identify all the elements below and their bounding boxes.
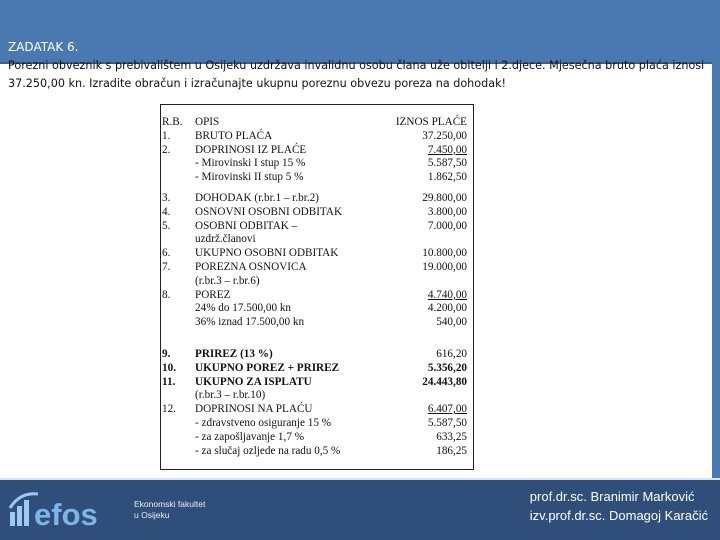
row-amount: 5.587,50 (427, 157, 467, 170)
row-amount: 19.000,00 (422, 260, 467, 273)
row-amount: 3.800,00 (427, 205, 467, 218)
row-description: DOHODAK (r.br.1 – r.br.2) (195, 191, 319, 204)
efos-logo (8, 488, 128, 530)
row-description: DOPRINOSI IZ PLAĆE (195, 143, 307, 156)
row-amount: 10.800,00 (422, 247, 467, 260)
table-row (162, 157, 468, 171)
row-description: OSOBNI ODBITAK – (195, 219, 298, 232)
table-row (162, 417, 468, 431)
header-iznos: IZNOS PLAĆE (395, 116, 467, 128)
row-amount (375, 233, 467, 247)
row-number (162, 417, 195, 431)
row-number: 8. (162, 288, 171, 301)
row-amount: 7.000,00 (427, 219, 467, 232)
row-number: 12. (162, 403, 176, 416)
row-amount: 7.450,00 (427, 143, 467, 156)
row-number: 5. (162, 219, 171, 232)
faculty-line: Ekonomski fakultet (134, 499, 206, 509)
row-description: - za zapošljavanje 1,7 % (195, 430, 305, 443)
table-row (162, 144, 468, 158)
row-number: 2. (162, 143, 171, 156)
row-amount: 5.356,20 (427, 361, 467, 374)
table-row (162, 220, 468, 234)
table-row (162, 316, 468, 330)
row-amount: 37.250,00 (422, 129, 467, 142)
table-row (162, 247, 468, 261)
row-amount (375, 389, 467, 403)
row-number: 10. (162, 361, 176, 374)
author-name: prof.dr.sc. Branimir Marković (529, 489, 695, 504)
row-amount: 29.800,00 (422, 191, 467, 204)
row-amount: 6.407,00 (427, 403, 467, 416)
author-names (530, 487, 708, 525)
row-amount: 616,20 (436, 347, 467, 360)
row-description: uzdrž.članovi (195, 233, 256, 246)
faculty-name (134, 499, 205, 521)
row-number (162, 233, 195, 247)
row-description: DOPRINOSI NA PLAĆU (195, 403, 313, 416)
table-row (162, 130, 468, 144)
row-description: POREZ (195, 288, 231, 301)
row-description: - zdravstveno osiguranje 15 % (195, 416, 332, 429)
row-description: 24% do 17.500,00 kn (195, 302, 292, 315)
table-row (162, 261, 468, 275)
table-row (162, 376, 468, 390)
faculty-line: u Osijeku (134, 510, 170, 520)
row-description: UKUPNO OSOBNI ODBITAK (195, 247, 339, 260)
table-row (162, 362, 468, 376)
row-description: UKUPNO ZA ISPLATU (195, 375, 312, 388)
row-description: - Mirovinski I stup 15 % (195, 157, 306, 170)
efos-logo-icon (8, 488, 128, 530)
task-line: 37.250,00 kn. Izradite obračun i izračunajte ukupnu poreznu obvezu poreza na dohodak! (8, 77, 507, 90)
row-amount: 633,25 (436, 430, 467, 443)
row-number (162, 302, 195, 316)
logo-text: efos (34, 497, 98, 530)
row-number: 11. (162, 375, 176, 388)
row-amount: 5.587,50 (427, 416, 467, 429)
row-number (162, 275, 195, 289)
row-spacer (162, 185, 468, 192)
row-description: PRIREZ (13 %) (195, 347, 273, 360)
table-row (162, 445, 468, 459)
row-description: - za slučaj ozljede na radu 0,5 % (195, 444, 341, 457)
calculation-table (162, 116, 468, 458)
row-number (162, 171, 195, 185)
right-edge-bar (712, 0, 720, 480)
author-name: izv.prof.dr.sc. Domagoj Karačić (529, 508, 708, 523)
row-description: 36% iznad 17.500,00 kn (195, 316, 305, 329)
row-description: (r.br.3 – r.br.10) (195, 389, 266, 402)
row-description: - Mirovinski II stup 5 % (195, 171, 304, 184)
table-header-row (162, 116, 468, 130)
table-row (162, 403, 468, 417)
row-number: 7. (162, 260, 171, 273)
table-row (162, 206, 468, 220)
row-number (162, 445, 195, 459)
row-number (162, 389, 195, 403)
row-description: POREZNA OSNOVICA (195, 260, 307, 273)
row-amount: 186,25 (436, 444, 467, 457)
row-description: UKUPNO POREZ + PRIREZ (195, 361, 340, 374)
row-number (162, 431, 195, 445)
table-row (162, 275, 468, 289)
slide-heading: ZADATAK 6. (8, 40, 79, 54)
table-row (162, 171, 468, 185)
row-description: OSNOVNI OSOBNI ODBITAK (195, 205, 343, 218)
row-number: 1. (162, 129, 171, 142)
table-row (162, 302, 468, 316)
row-amount: 1.862,50 (427, 171, 467, 184)
header-rb: R.B. (162, 116, 183, 128)
row-amount (375, 275, 467, 289)
table-row (162, 289, 468, 303)
row-description: BRUTO PLAĆA (195, 129, 273, 142)
row-description: (r.br.3 – r.br.6) (195, 274, 260, 287)
title-banner (0, 0, 720, 62)
task-line: Porezni obveznik s prebivalištem u Osijeku uzdržava invalidnu osobu člana uže obitelji i 2.djece. Mjesečna bruto plaća iznosi (8, 59, 705, 72)
row-number: 9. (162, 347, 171, 360)
table-row (162, 233, 468, 247)
table-row (162, 348, 468, 362)
row-amount: 4.740,00 (427, 288, 467, 301)
row-number (162, 316, 195, 330)
row-number: 6. (162, 247, 171, 260)
task-text (8, 57, 712, 93)
table-row (162, 389, 468, 403)
row-amount: 4.200,00 (427, 302, 467, 315)
table-row (162, 431, 468, 445)
header-opis: OPIS (195, 116, 220, 128)
row-spacer (162, 330, 468, 348)
row-number: 3. (162, 191, 171, 204)
table-row (162, 192, 468, 206)
row-number: 4. (162, 205, 171, 218)
row-amount: 24.443,80 (422, 375, 467, 388)
row-number (162, 157, 195, 171)
row-amount: 540,00 (436, 316, 467, 329)
